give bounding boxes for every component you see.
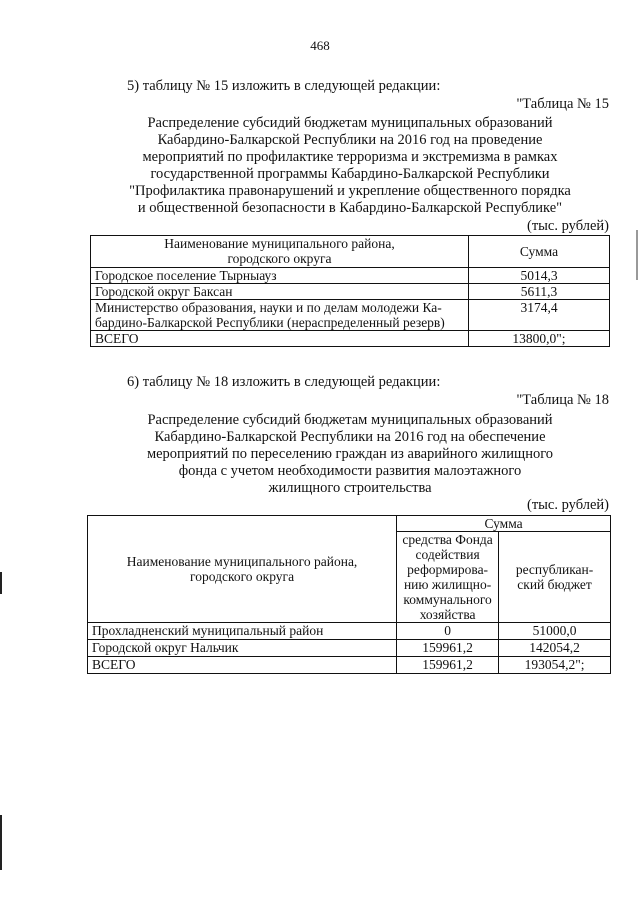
table-header-row bbox=[91, 236, 610, 268]
row-name-cell: Городской округ Баксан bbox=[91, 284, 469, 300]
scan-margin-mark bbox=[0, 572, 2, 594]
title-line: мероприятий по переселению граждан из аварийного жилищного bbox=[146, 446, 554, 462]
row-fund-cell: 159961,2 bbox=[397, 657, 499, 674]
row-name-cell: Министерство образования, науки и по делам молодежи Ка- бардино-Балкарской Республики (нераспределенный резерв) bbox=[91, 300, 469, 331]
table-row bbox=[91, 284, 610, 300]
table-row bbox=[88, 623, 611, 640]
table-18-label: "Таблица № 18 bbox=[516, 392, 609, 408]
title-line: Распределение субсидий бюджетам муниципальных образований bbox=[147, 412, 553, 428]
table-row bbox=[91, 268, 610, 284]
header-name-cell: Наименование муниципального района, городского округа bbox=[91, 236, 469, 268]
section-6-heading: 6) таблицу № 18 изложить в следующей редакции: bbox=[127, 374, 441, 390]
title-line: "Профилактика правонарушений и укрепление общественного порядка bbox=[129, 183, 571, 199]
table-header-row bbox=[88, 516, 611, 532]
row-republic-cell: 51000,0 bbox=[499, 623, 611, 640]
table-row bbox=[88, 640, 611, 657]
row-name-cell: ВСЕГО bbox=[88, 657, 397, 674]
row-value-cell: 13800,0"; bbox=[469, 331, 610, 347]
row-value-cell: 5611,3 bbox=[469, 284, 610, 300]
title-line: Кабардино-Балкарской Республики на 2016 год на проведение bbox=[157, 132, 543, 148]
scan-margin-mark bbox=[636, 230, 638, 280]
table-18-units: (тыс. рублей) bbox=[527, 497, 609, 513]
title-line: мероприятий по профилактике терроризма и экстремизма в рамках bbox=[142, 149, 558, 165]
title-line: Распределение субсидий бюджетам муниципальных образований bbox=[147, 115, 553, 131]
header-republic-cell: республикан- ский бюджет bbox=[499, 532, 611, 623]
row-fund-cell: 159961,2 bbox=[397, 640, 499, 657]
table-18-title bbox=[90, 412, 610, 497]
header-sum-cell: Сумма bbox=[469, 236, 610, 268]
header-sum-cell: Сумма bbox=[397, 516, 611, 532]
row-name-cell: Прохладненский муниципальный район bbox=[88, 623, 397, 640]
row-name-cell: ВСЕГО bbox=[91, 331, 469, 347]
table-18 bbox=[87, 515, 611, 674]
table-15-label: "Таблица № 15 bbox=[516, 96, 609, 112]
header-fund-cell: средства Фонда содействия реформирова- нию жилищно- коммунального хозяйства bbox=[397, 532, 499, 623]
title-line: государственной программы Кабардино-Балкарской Республики bbox=[150, 166, 550, 182]
table-15 bbox=[90, 235, 610, 347]
row-republic-cell: 142054,2 bbox=[499, 640, 611, 657]
title-line: и общественной безопасности в Кабардино-Балкарской Республике" bbox=[137, 200, 563, 216]
row-republic-cell: 193054,2"; bbox=[499, 657, 611, 674]
page-number: 468 bbox=[310, 38, 330, 53]
row-value-cell: 5014,3 bbox=[469, 268, 610, 284]
table-row-total bbox=[88, 657, 611, 674]
row-fund-cell: 0 bbox=[397, 623, 499, 640]
title-line: Кабардино-Балкарской Республики на 2016 год на обеспечение bbox=[154, 429, 546, 445]
scan-margin-mark bbox=[0, 815, 2, 870]
table-row-total bbox=[91, 331, 610, 347]
row-name-cell: Городское поселение Тырныауз bbox=[91, 268, 469, 284]
header-name-cell: Наименование муниципального района, городского округа bbox=[88, 516, 397, 623]
table-row bbox=[91, 300, 610, 331]
table-15-title bbox=[90, 115, 610, 217]
section-5-heading: 5) таблицу № 15 изложить в следующей редакции: bbox=[127, 78, 441, 94]
row-name-cell: Городской округ Нальчик bbox=[88, 640, 397, 657]
row-value-cell: 3174,4 bbox=[469, 300, 610, 331]
title-line: жилищного строительства bbox=[268, 480, 432, 496]
table-15-units: (тыс. рублей) bbox=[527, 218, 609, 234]
title-line: фонда с учетом необходимости развития малоэтажного bbox=[178, 463, 522, 479]
